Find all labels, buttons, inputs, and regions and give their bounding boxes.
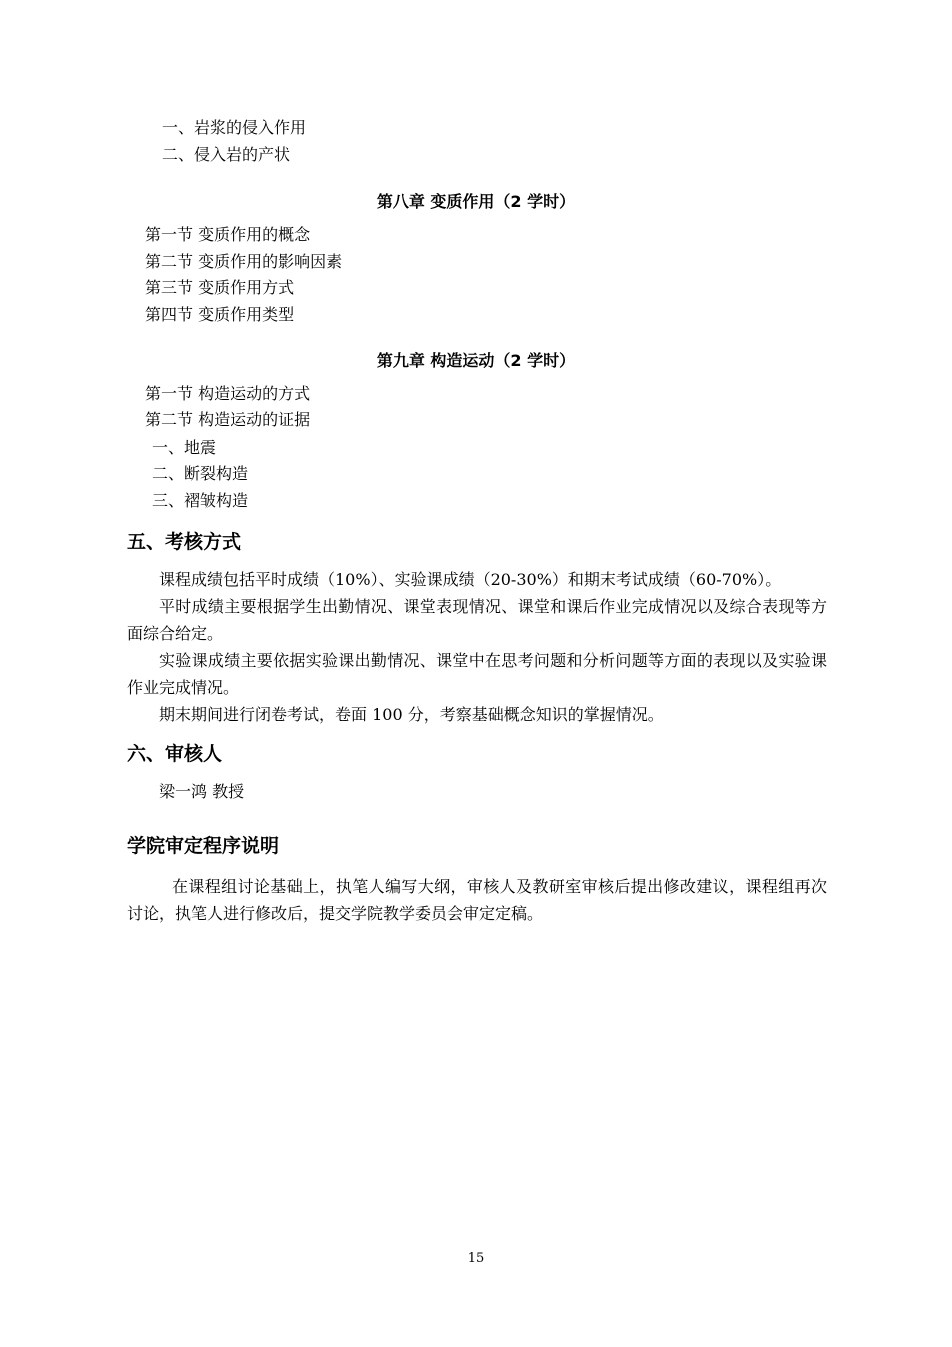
chapter8-section-1: 第一节 变质作用的概念 [145,225,311,244]
assessment-paragraph-1: 课程成绩包括平时成绩（10%）、实验课成绩（20-30%）和期末考试成绩（60-70%）。 [159,570,782,589]
chapter9-item-1: 一、地震 [152,438,217,457]
reviewer-name: 梁一鸿 教授 [159,782,245,801]
assessment-heading: 五、考核方式 [127,531,242,553]
chapter9-item-2: 二、断裂构造 [152,464,249,483]
chapter9-title: 第九章 构造运动（2 学时） [376,351,576,370]
assessment-paragraph-4: 期末期间进行闭卷考试，卷面 100 分，考察基础概念知识的掌握情况。 [159,705,664,724]
procedure-text: 在课程组讨论基础上，执笔人编写大纲，审核人及教研室审核后提出修改建议，课程组再次讨论，执笔人进行修改后，提交学院教学委员会审定定稿。 [127,877,827,923]
procedure-heading: 学院审定程序说明 [127,835,280,857]
chapter7-item-1: 一、岩浆的侵入作用 [162,118,307,137]
assessment-paragraph-3: 实验课成绩主要依据实验课出勤情况、课堂中在思考问题和分析问题等方面的表现以及实验课作业完成情况。 [127,651,827,697]
chapter9-item-3: 三、褶皱构造 [152,491,249,510]
chapter9-section-2: 第二节 构造运动的证据 [145,410,311,429]
chapter8-section-4: 第四节 变质作用类型 [145,305,295,324]
chapter9-section-1: 第一节 构造运动的方式 [145,384,311,403]
reviewer-heading: 六、审核人 [127,743,223,765]
chapter8-section-2: 第二节 变质作用的影响因素 [145,252,343,271]
assessment-paragraph-2: 平时成绩主要根据学生出勤情况、课堂表现情况、课堂和课后作业完成情况以及综合表现等方面综合给定。 [127,597,827,643]
page-number: 15 [467,1251,485,1266]
chapter7-item-2: 二、侵入岩的产状 [162,145,291,164]
chapter8-section-3: 第三节 变质作用方式 [145,278,295,297]
chapter8-title: 第八章 变质作用（2 学时） [376,192,576,211]
